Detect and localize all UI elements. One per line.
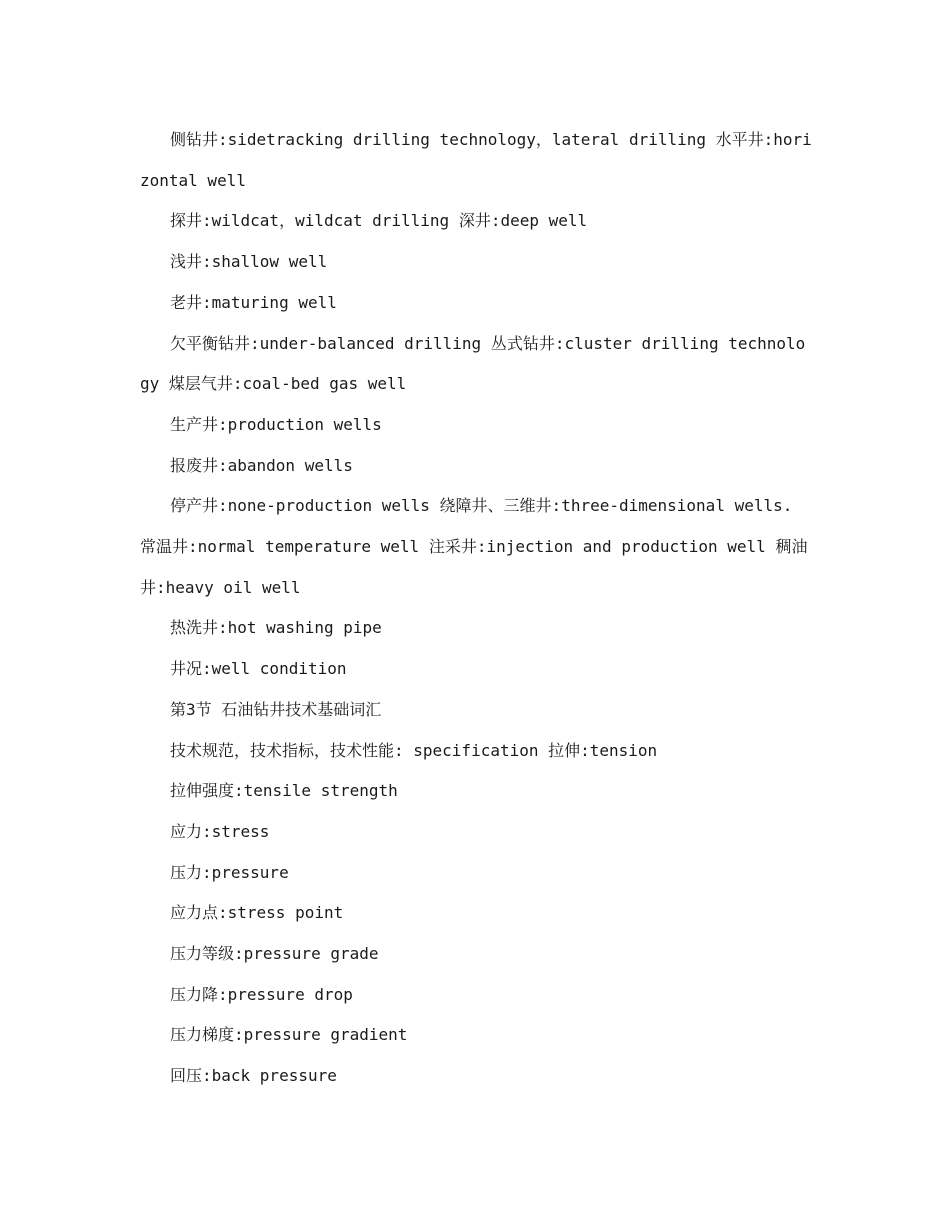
term-under-balanced-drilling: 欠平衡钻井:under-balanced drilling 丛式钻井:cluster drilling technology 煤层气井:coal-bed gas well bbox=[140, 333, 806, 394]
term-production-wells: 生产井:production wells bbox=[170, 414, 382, 434]
term-shallow-well: 浅井:shallow well bbox=[170, 252, 328, 272]
term-wildcat-well: 探井:wildcat，wildcat drilling 深井:deep well bbox=[170, 211, 588, 231]
term-stress-point: 应力点:stress point bbox=[170, 903, 344, 923]
term-stress: 应力:stress bbox=[170, 821, 270, 841]
term-tensile-strength: 拉伸强度:tensile strength bbox=[170, 781, 398, 801]
term-abandon-wells: 报废井:abandon wells bbox=[170, 455, 353, 475]
term-pressure-drop: 压力降:pressure drop bbox=[170, 984, 353, 1004]
term-back-pressure: 回压:back pressure bbox=[170, 1066, 337, 1086]
term-pressure: 压力:pressure bbox=[170, 862, 289, 882]
term-maturing-well: 老井:maturing well bbox=[170, 292, 337, 312]
term-hot-washing-pipe: 热洗井:hot washing pipe bbox=[170, 618, 382, 638]
term-sidetracking-drilling: 侧钻井:sidetracking drilling technology，lateral drilling 水平井:horizontal well bbox=[140, 130, 812, 190]
section-heading: 第3节 石油钻井技术基础词汇 bbox=[170, 699, 382, 719]
term-pressure-gradient: 压力梯度:pressure gradient bbox=[170, 1025, 408, 1045]
term-well-condition: 井况:well condition bbox=[170, 659, 347, 679]
document-body bbox=[140, 120, 812, 1097]
term-pressure-grade: 压力等级:pressure grade bbox=[170, 944, 379, 964]
term-none-production-wells: 停产井:none-production wells 绕障井、三维井:three-dimensional wells. 常温井:normal temperature well 注采井:injection and production well 稠油井:heavy oil well bbox=[140, 496, 808, 597]
term-specification: 技术规范，技术指标，技术性能: specification 拉伸:tension bbox=[170, 740, 658, 760]
